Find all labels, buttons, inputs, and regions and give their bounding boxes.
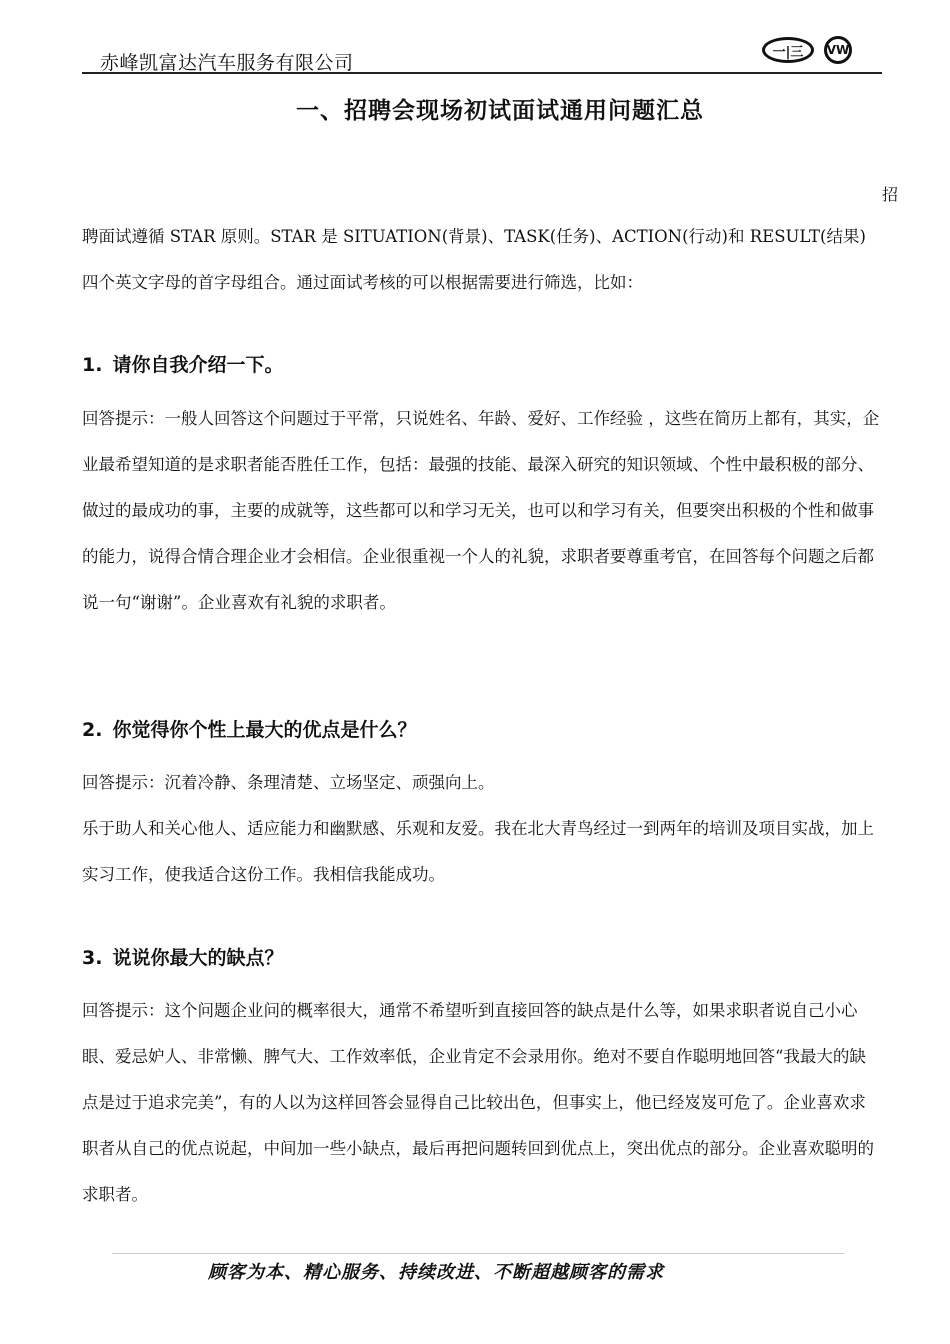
intro-first-char: 招 bbox=[882, 185, 899, 204]
question-number: 2. bbox=[82, 719, 103, 741]
question-text: 你觉得你个性上最大的优点是什么？ bbox=[112, 719, 417, 741]
question-text: 请你自我介绍一下。 bbox=[112, 354, 284, 376]
question-heading bbox=[82, 715, 416, 742]
faw-logo-icon: 一|三 bbox=[762, 37, 814, 63]
brand-logos bbox=[762, 36, 852, 64]
document-title: 一、招聘会现场初试面试通用问题汇总 bbox=[296, 98, 704, 124]
question-heading bbox=[82, 943, 283, 970]
header-divider bbox=[82, 72, 882, 74]
question-number: 3. bbox=[82, 947, 103, 969]
question-text: 说说你最大的缺点？ bbox=[112, 947, 284, 969]
question-heading bbox=[82, 350, 283, 377]
footer-slogan: 顾客为本、精心服务、持续改进、不断超越顾客的需求 bbox=[208, 1262, 664, 1283]
vw-logo-icon: VW bbox=[824, 36, 852, 64]
intro-paragraph: 聘面试遵循 STAR 原则。STAR 是 SITUATION(背景)、TASK(任务)、ACTION(行动)和 RESULT(结果)四个英文字母的首字母组合。通过面试考核的可以根据需要进行筛选，比如： bbox=[82, 227, 866, 292]
answer-paragraph: 回答提示：一般人回答这个问题过于平常，只说姓名、年龄、爱好、工作经验 ，这些在简历上都有，其实，企业最希望知道的是求职者能否胜任工作，包括：最强的技能、最深入研究的知识领域、个性中最积极的部分、做过的最成功的事，主要的成就等，这些都可以和学习无关，也可以和学习有关，但要突出积极的个性和做事的能力，说得合情合理企业才会相信。企业很重视一个人的礼貌，求职者要尊重考官，在回答每个问题之后都说一句“谢谢”。企业喜欢有礼貌的求职者。 bbox=[82, 409, 880, 612]
footer-divider bbox=[112, 1253, 844, 1254]
answer-paragraph: 回答提示：这个问题企业问的概率很大，通常不希望听到直接回答的缺点是什么等，如果求职者说自己小心眼、爱忌妒人、非常懒、脾气大、工作效率低，企业肯定不会录用你。绝对不要自作聪明地回答“我最大的缺点是过于追求完美”，有的人以为这样回答会显得自己比较出色，但事实上，他已经岌岌可危了。企业喜欢求职者从自己的优点说起，中间加一些小缺点，最后再把问题转回到优点上，突出优点的部分。企业喜欢聪明的求职者。 bbox=[82, 1001, 874, 1204]
question-number: 1. bbox=[82, 354, 103, 376]
company-name: 赤峰凯富达汽车服务有限公司 bbox=[100, 52, 354, 74]
answer-paragraph-extra: 乐于助人和关心他人、适应能力和幽默感、乐观和友爱。我在北大青鸟经过一到两年的培训及项目实战，加上实习工作，使我适合这份工作。我相信我能成功。 bbox=[82, 819, 874, 884]
answer-paragraph: 回答提示：沉着冷静、条理清楚、立场坚定、顽强向上。 bbox=[82, 773, 495, 792]
